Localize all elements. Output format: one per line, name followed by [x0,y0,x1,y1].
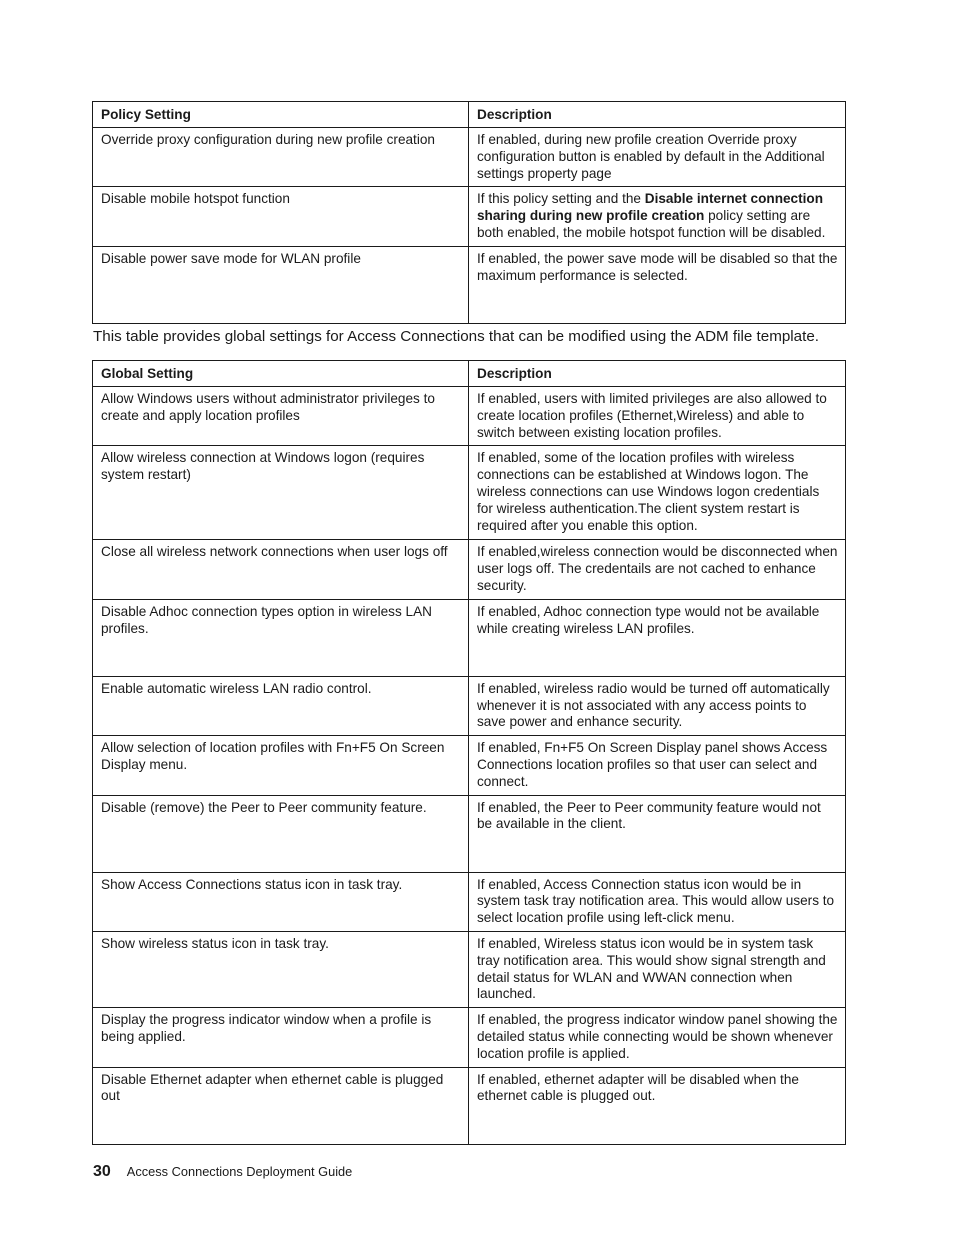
description-text: policy setting are both enabled, the mobile hotspot function will be disabled. [477,208,826,240]
setting-cell: Disable (remove) the Peer to Peer community feature. [93,795,469,872]
table-row [93,446,846,540]
description-cell: If enabled, during new profile creation Override proxy configuration button is enabled by default in the Additional settings property page [469,128,846,187]
setting-cell: Allow Windows users without administrator privileges to create and apply location profiles [93,387,469,446]
table-row [93,599,846,676]
description-cell: If enabled, Wireless status icon would be in system task tray notification area. This would show signal strength and detail status for WLAN and WWAN connection when launched. [469,931,846,1007]
table-header-row [93,102,846,128]
setting-cell: Show wireless status icon in task tray. [93,931,469,1007]
description-cell: If enabled, ethernet adapter will be disabled when the ethernet cable is plugged out. [469,1067,846,1144]
setting-cell: Disable Ethernet adapter when ethernet cable is plugged out [93,1067,469,1144]
table-row [93,387,846,446]
setting-cell: Allow selection of location profiles with Fn+F5 On Screen Display menu. [93,736,469,795]
table-row [93,736,846,795]
column-header-description: Description [469,102,846,128]
table-row [93,128,846,187]
description-cell: If enabled, Fn+F5 On Screen Display panel shows Access Connections location profiles so that user can select and connect. [469,736,846,795]
column-header-global-setting: Global Setting [93,361,469,387]
footer-title: Access Connections Deployment Guide [126,1164,353,1179]
global-settings-table [92,360,846,1145]
table-row [93,795,846,872]
description-cell: If enabled, Adhoc connection type would not be available while creating wireless LAN profiles. [469,599,846,676]
table-row [93,246,846,323]
setting-cell: Allow wireless connection at Windows logon (requires system restart) [93,446,469,540]
description-text: If this policy setting and the [477,191,645,207]
description-cell: If enabled,wireless connection would be disconnected when user logs off. The credentails are not cached to enhance security. [469,540,846,599]
policy-settings-table [92,101,846,324]
policy-name-emphasis: Disable internet connection sharing during new profile creation [477,191,824,224]
table-row [93,1008,846,1067]
setting-cell: Close all wireless network connections when user logs off [93,540,469,599]
table-row [93,1067,846,1144]
setting-cell: Show Access Connections status icon in task tray. [93,872,469,931]
setting-cell: Disable mobile hotspot function [93,187,469,246]
table-row [93,872,846,931]
setting-cell: Disable power save mode for WLAN profile [93,246,469,323]
page-number: 30 [93,1163,111,1180]
description-cell: If enabled, the power save mode will be disabled so that the maximum performance is selected. [469,246,846,323]
table-row [93,187,846,246]
description-cell: If enabled, the progress indicator window panel showing the detailed status while connecting would be shown whenever location profile is applied. [469,1008,846,1067]
table-row [93,931,846,1007]
description-cell: If enabled, Access Connection status icon would be in system task tray notification area. This would allow users to select location profile using left-click menu. [469,872,846,931]
setting-cell: Enable automatic wireless LAN radio control. [93,676,469,735]
setting-cell: Override proxy configuration during new profile creation [93,128,469,187]
table-row [93,540,846,599]
table-header-row [93,361,846,387]
page-footer [93,1162,352,1182]
description-cell: If enabled, users with limited privileges are also allowed to create location profiles (Ethernet,Wireless) and able to switch between existing location profiles. [469,387,846,446]
column-header-description: Description [469,361,846,387]
description-cell: If enabled, the Peer to Peer community feature would not be available in the client. [469,795,846,872]
setting-cell: Disable Adhoc connection types option in wireless LAN profiles. [93,599,469,676]
setting-cell: Display the progress indicator window when a profile is being applied. [93,1008,469,1067]
description-cell: If enabled, wireless radio would be turned off automatically whenever it is not associated with any access points to save power and enhance security. [469,676,846,735]
table-row [93,676,846,735]
description-cell: If enabled, some of the location profiles with wireless connections can be established at Windows logon. The wireless connections can use Windows logon credentials for wireless authentication.The client system restart is required after you enable this option. [469,446,846,540]
column-header-policy-setting: Policy Setting [93,102,469,128]
intro-paragraph: This table provides global settings for Access Connections that can be modified using the ADM file template. [93,328,820,345]
description-cell [469,187,846,246]
